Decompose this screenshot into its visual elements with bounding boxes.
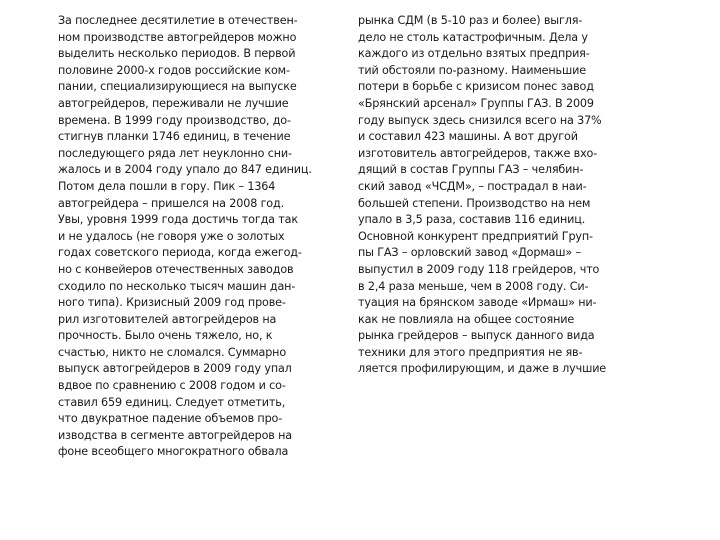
text-line: выделить несколько периодов. В первой xyxy=(58,47,296,61)
text-line: но с конвейеров отечественных заводов xyxy=(58,262,294,276)
text-line: половине 2000-х годов российские ком- xyxy=(58,63,290,77)
text-line: в 2,4 раза меньше, чем в 2008 году. Си- xyxy=(358,279,589,293)
text-line: фоне всеобщего многократного обвала xyxy=(58,445,289,459)
text-line: потери в борьбе с кризисом понес завод xyxy=(358,80,594,94)
text-line: изготовитель автогрейдеров, также вхо- xyxy=(358,146,598,160)
text-line: ного типа). Кризисный 2009 год прове- xyxy=(58,296,286,310)
text-line: ставил 659 единиц. Следует отметить, xyxy=(58,395,286,409)
text-line: пы ГАЗ – орловский завод «Дормаш» – xyxy=(358,246,581,260)
text-line: упало в 3,5 раза, составив 116 единиц. xyxy=(358,213,586,227)
text-line: выпуск автогрейдеров в 2009 году упал xyxy=(58,362,292,376)
text-line: ном производстве автогрейдеров можно xyxy=(58,30,297,44)
text-line: тий обстояли по-разному. Наименьшие xyxy=(358,63,586,77)
text-line: Увы, уровня 1999 года достичь тогда так xyxy=(58,213,298,227)
text-line: жалось и в 2004 году упало до 847 единиц. xyxy=(58,163,312,177)
text-line: последующего ряда лет неуклонно сни- xyxy=(58,146,292,160)
text-line: году выпуск здесь снизился всего на 37% xyxy=(358,113,602,127)
text-line: рынка грейдеров – выпуск данного вида xyxy=(358,329,595,343)
text-line: пании, специализирующиеся на выпуске xyxy=(58,80,297,94)
text-line: «Брянский арсенал» Группы ГАЗ. В 2009 xyxy=(358,96,594,110)
text-line: Основной конкурент предприятий Груп- xyxy=(358,229,593,243)
text-line: вдвое по сравнению с 2008 годом и со- xyxy=(58,379,286,393)
text-line: дело не столь катастрофичным. Дела у xyxy=(358,30,588,44)
text-line: техники для этого предприятия не яв- xyxy=(358,345,583,359)
text-line: сходило по несколько тысяч машин дан- xyxy=(58,279,296,293)
text-line: и не удалось (не говоря уже о золотых xyxy=(58,229,285,243)
text-line: туация на брянском заводе «Ирмаш» ни- xyxy=(358,296,597,310)
text-line: как не повлияла на общее состояние xyxy=(358,312,575,326)
left-text-column xyxy=(58,13,358,461)
text-line: годах советского периода, когда ежегод- xyxy=(58,246,302,260)
text-line: стигнув планки 1746 единиц, в течение xyxy=(58,130,291,144)
text-line: За последнее десятилетие в отечествен- xyxy=(58,14,298,27)
text-line: автогрейдеров, переживали не лучшие xyxy=(58,96,289,110)
text-line: что двукратное падение объемов про- xyxy=(58,412,283,426)
text-line: прочность. Было очень тяжело, но, к xyxy=(58,329,273,343)
text-line: рил изготовителей автогрейдеров на xyxy=(58,312,277,326)
text-line: выпустил в 2009 году 118 грейдеров, что xyxy=(358,262,600,276)
text-line: каждого из отдельно взятых предприя- xyxy=(358,47,590,61)
text-line: времена. В 1999 году производство, до- xyxy=(58,113,291,127)
text-line: и составил 423 машины. А вот другой xyxy=(358,130,578,144)
text-line: большей степени. Производство на нем xyxy=(358,196,591,210)
right-text-column xyxy=(358,13,658,378)
text-line: ский завод «ЧСДМ», – пострадал в наи- xyxy=(358,179,587,193)
text-line: дящий в состав Группы ГАЗ – челябин- xyxy=(358,163,584,177)
text-line: автогрейдера – пришелся на 2008 год. xyxy=(58,196,284,210)
text-line: счастью, никто не сломался. Суммарно xyxy=(58,345,287,359)
text-line: рынка СДМ (в 5-10 раз и более) выгля- xyxy=(358,14,583,27)
text-line: изводства в сегменте автогрейдеров на xyxy=(58,428,292,442)
text-line: Потом дела пошли в гору. Пик – 1364 xyxy=(58,179,276,193)
text-line: ляется профилирующим, и даже в лучшие xyxy=(358,362,607,376)
